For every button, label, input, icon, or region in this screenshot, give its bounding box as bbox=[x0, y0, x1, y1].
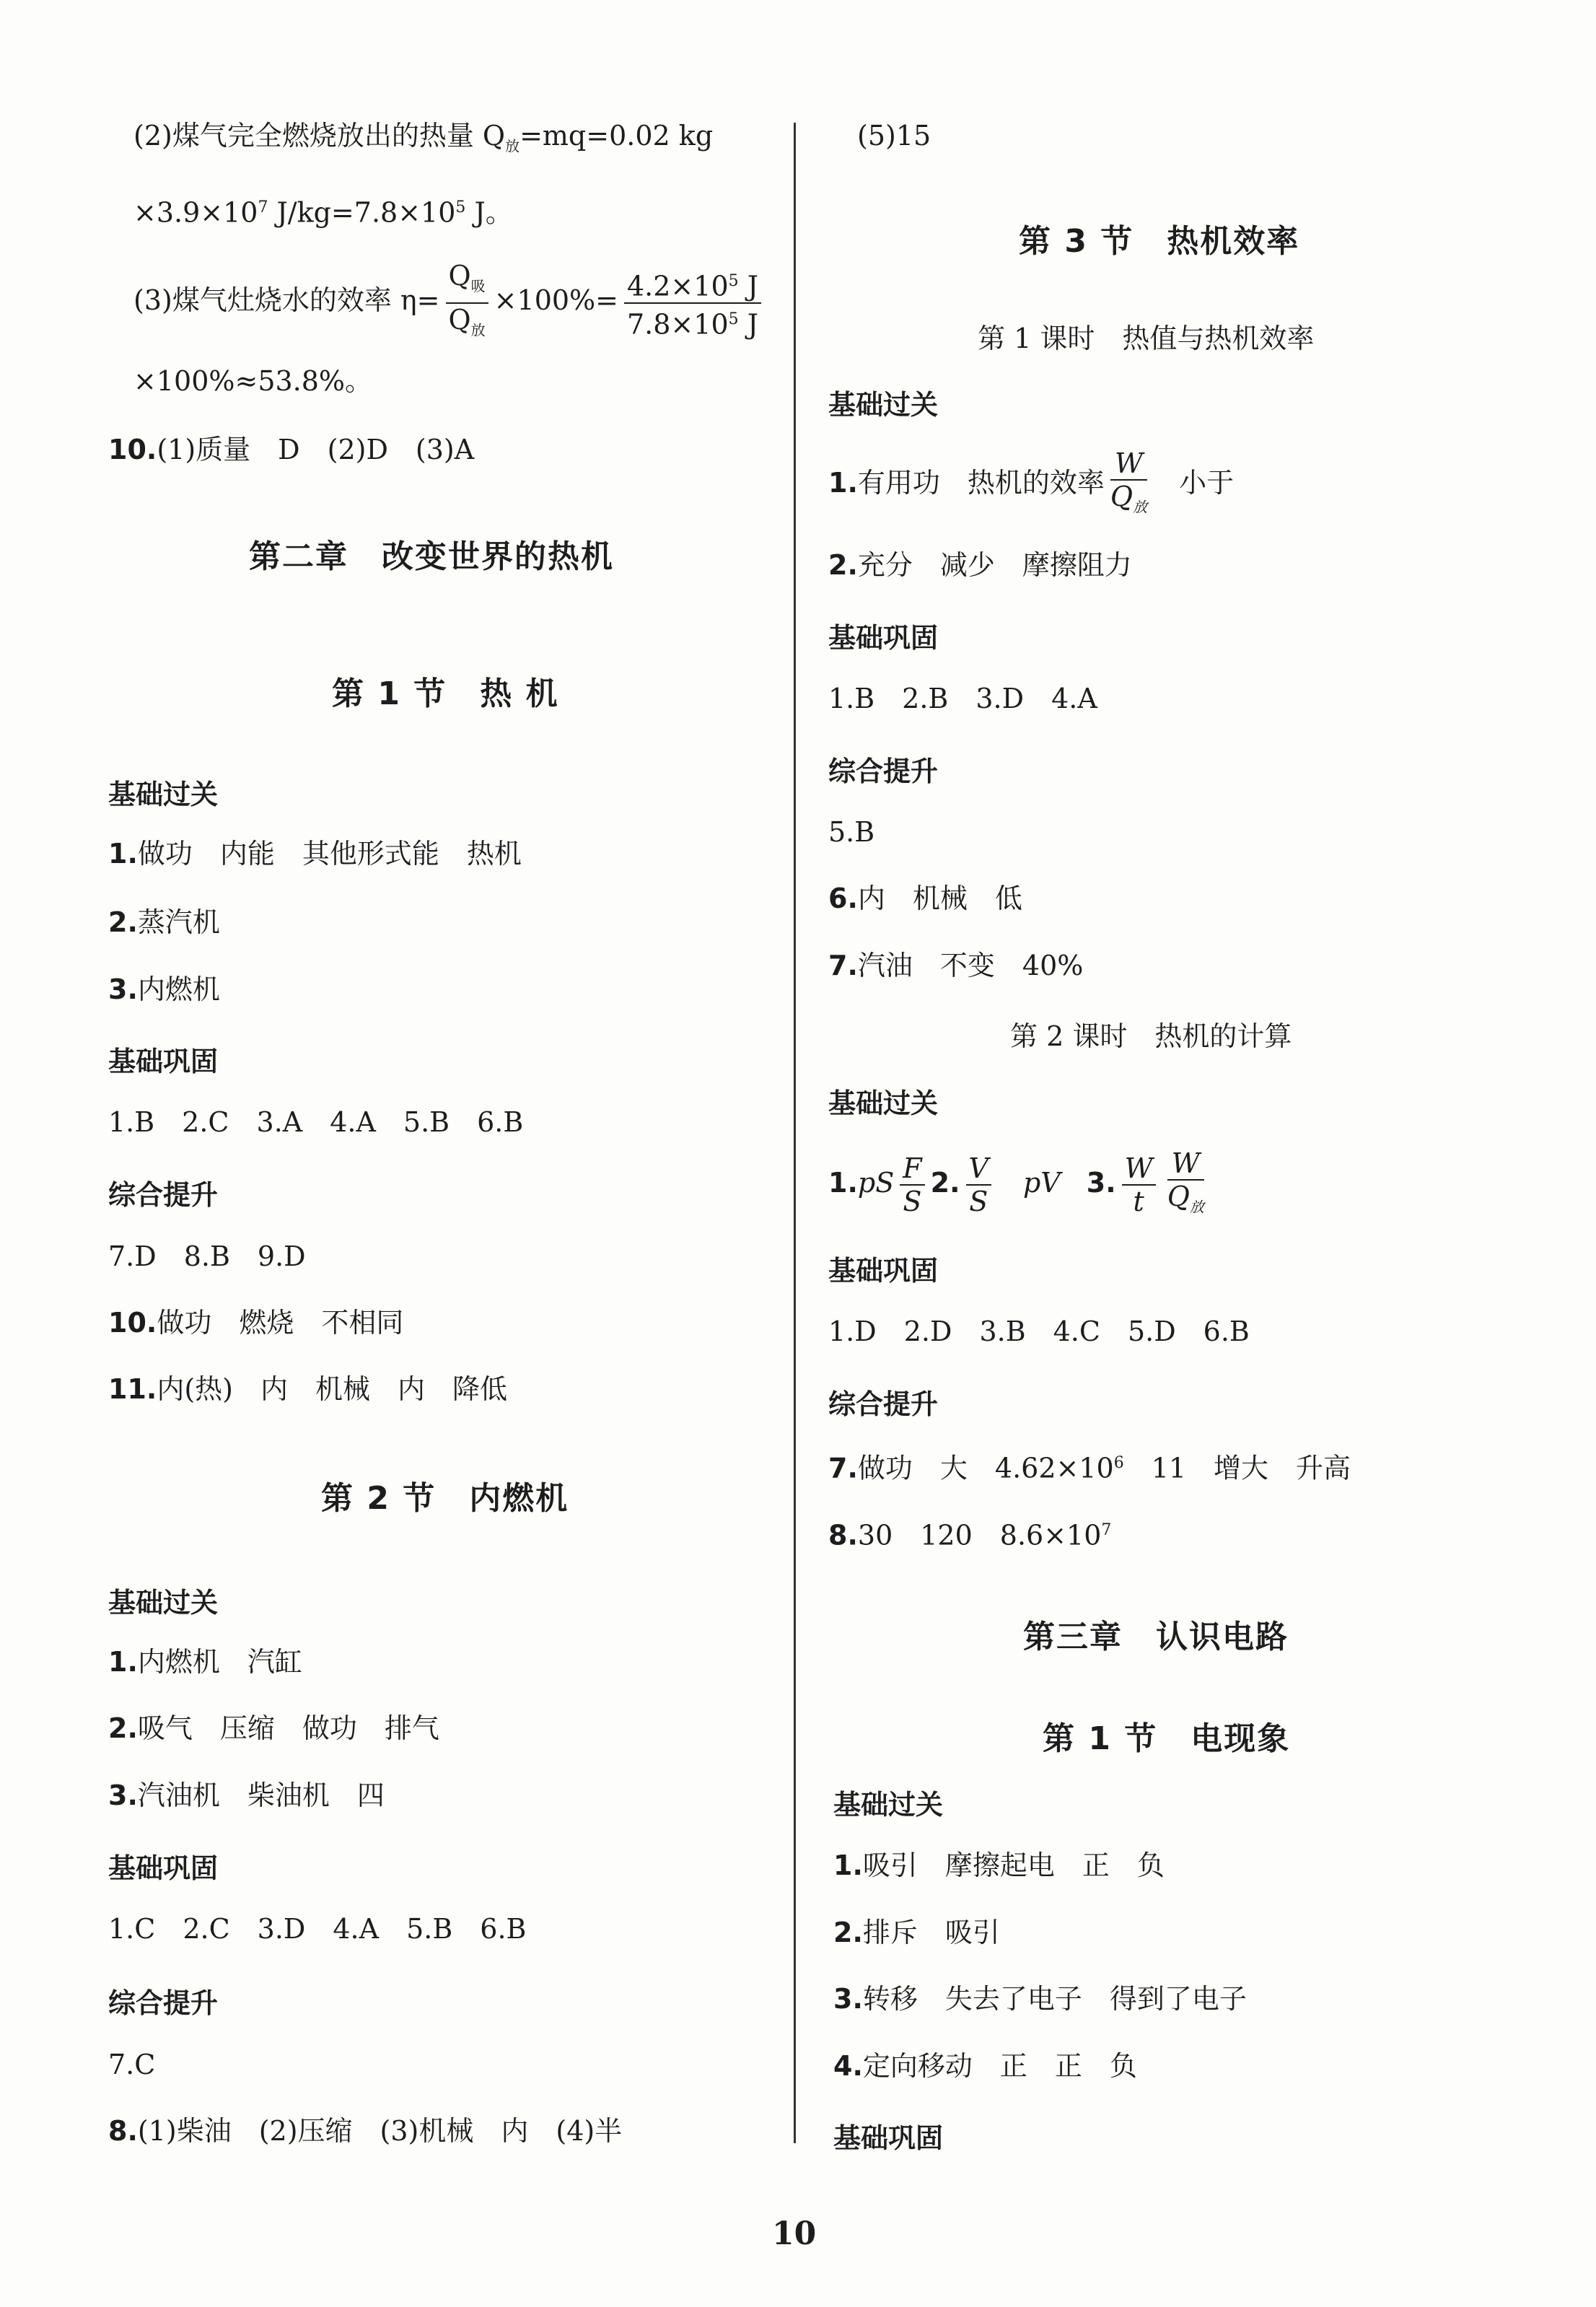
subheading: 综合提升 bbox=[108, 1987, 219, 2019]
fraction: $\frac{W}{t}$ bbox=[1122, 1152, 1156, 1217]
answer-9-2-cont: $\times 3.9\times 10^7$ $J/kg=7.8\times 10^5$ J。 bbox=[133, 196, 513, 229]
section-title: 第 3 节 热机效率 bbox=[1019, 223, 1300, 260]
answer-line: 8.30 120 $8.6\times 10^7$ bbox=[828, 1519, 1112, 1551]
fraction: $\frac{F}{S}$ bbox=[900, 1152, 924, 1217]
answer-line: 1.吸引 摩擦起电 正 负 bbox=[833, 1849, 1165, 1881]
subheading: 综合提升 bbox=[828, 756, 939, 787]
subheading: 基础过关 bbox=[828, 1087, 939, 1119]
column-divider bbox=[794, 123, 796, 2143]
subheading: 基础巩固 bbox=[828, 1255, 939, 1287]
answer-line: 4.定向移动 正 正 负 bbox=[833, 2050, 1137, 2082]
fraction: $\frac{V}{S}$ bbox=[966, 1152, 991, 1217]
answer-line: 2.吸气 压缩 做功 排气 bbox=[108, 1712, 439, 1744]
answer-line: 1.C 2.C 3.D 4.A 5.B 6.B bbox=[108, 1913, 527, 1945]
answer-line: 1.D 2.D 3.B 4.C 5.D 6.B bbox=[828, 1316, 1250, 1347]
answer-line: 2.排斥 吸引 bbox=[833, 1917, 1000, 1948]
answer-line: 1.pS $\frac{F}{S}$ 2. $\frac{V}{S}$ pV 3. $\frac{W}{t}$ $\frac{W}{Q_放}$ bbox=[828, 1147, 1210, 1223]
answer-line: 11.内(热) 内 机械 内 降低 bbox=[108, 1373, 507, 1405]
subheading: 基础巩固 bbox=[108, 1046, 219, 1077]
answer-line: 5.B bbox=[828, 816, 875, 848]
subheading: 基础过关 bbox=[108, 1587, 219, 1619]
page-number: 10 bbox=[772, 2215, 817, 2252]
section-title: 第 1 节 电现象 bbox=[1043, 1720, 1291, 1757]
answer-line: 3.内燃机 bbox=[108, 973, 220, 1005]
answer-9-3: (3)煤气灶烧水的效率 η= $\frac{Q_吸}{Q_放}$ ×100%= $\frac{4.2\times 10^5 J}{7.8\times 10^5 J}$ bbox=[133, 260, 767, 346]
lesson-title: 第 2 课时 热机的计算 bbox=[1010, 1020, 1292, 1052]
answer-line: 7.汽油 不变 40% bbox=[828, 950, 1084, 981]
fraction: $\frac{Q_吸}{Q_放}$ bbox=[446, 260, 488, 346]
section-title: 第 1 节 热 机 bbox=[332, 675, 559, 712]
answer-line: 8.(1)柴油 (2)压缩 (3)机械 内 (4)半 bbox=[108, 2115, 623, 2147]
answer-line: 7.做功 大 $4.62\times 10^6$ 11 增大 升高 bbox=[828, 1452, 1351, 1484]
answer-line: 10.做功 燃烧 不相同 bbox=[108, 1307, 404, 1339]
answer-line: 1.做功 内能 其他形式能 热机 bbox=[108, 838, 522, 870]
subheading: 基础巩固 bbox=[833, 2122, 944, 2154]
answer-line: 3.转移 失去了电子 得到了电子 bbox=[833, 1983, 1247, 2015]
answer-line: 1.有用功 热机的效率 $\frac{W}{Q_放}$ 小于 bbox=[828, 447, 1234, 523]
chapter-title: 第三章 认识电路 bbox=[1023, 1619, 1289, 1655]
answer-9-2: (2)煤气完全燃烧放出的热量 $Q_放=mq=0.02$ kg bbox=[133, 120, 714, 155]
answer-line: 1.内燃机 汽缸 bbox=[108, 1646, 302, 1678]
subheading: 基础过关 bbox=[833, 1789, 944, 1821]
answer-line: 3.汽油机 柴油机 四 bbox=[108, 1780, 385, 1811]
answer-line: 2.充分 减少 摩擦阻力 bbox=[828, 549, 1132, 581]
answer-line: 2.蒸汽机 bbox=[108, 906, 220, 938]
subheading: 基础过关 bbox=[828, 389, 939, 421]
subheading: 基础巩固 bbox=[108, 1852, 219, 1884]
answer-line: 7.C bbox=[108, 2049, 156, 2080]
section-title: 第 2 节 内燃机 bbox=[321, 1480, 569, 1517]
fraction: $\frac{4.2\times 10^5 J}{7.8\times 10^5 J}$ bbox=[624, 266, 761, 340]
answer-line: 7.D 8.B 9.D bbox=[108, 1240, 306, 1272]
fraction: $\frac{W}{Q_放}$ bbox=[1167, 1147, 1204, 1216]
fraction: $\frac{W}{Q_放}$ bbox=[1110, 447, 1148, 516]
answer-9-3-cont: ×100%≈53.8%。 bbox=[133, 365, 373, 397]
subheading: 基础过关 bbox=[108, 779, 219, 810]
answer-line: 1.B 2.C 3.A 4.A 5.B 6.B bbox=[108, 1106, 524, 1138]
answer-10: 10.(1)质量 D (2)D (3)A bbox=[108, 434, 475, 465]
chapter-title: 第二章 改变世界的热机 bbox=[249, 538, 614, 575]
subheading: 综合提升 bbox=[828, 1388, 939, 1420]
lesson-title: 第 1 课时 热值与热机效率 bbox=[978, 323, 1315, 354]
subheading: 综合提升 bbox=[108, 1179, 219, 1211]
subheading: 基础巩固 bbox=[828, 622, 939, 654]
answer-line: (5)15 bbox=[857, 120, 931, 152]
answer-line: 1.B 2.B 3.D 4.A bbox=[828, 683, 1097, 714]
answer-line: 6.内 机械 低 bbox=[828, 883, 1022, 914]
